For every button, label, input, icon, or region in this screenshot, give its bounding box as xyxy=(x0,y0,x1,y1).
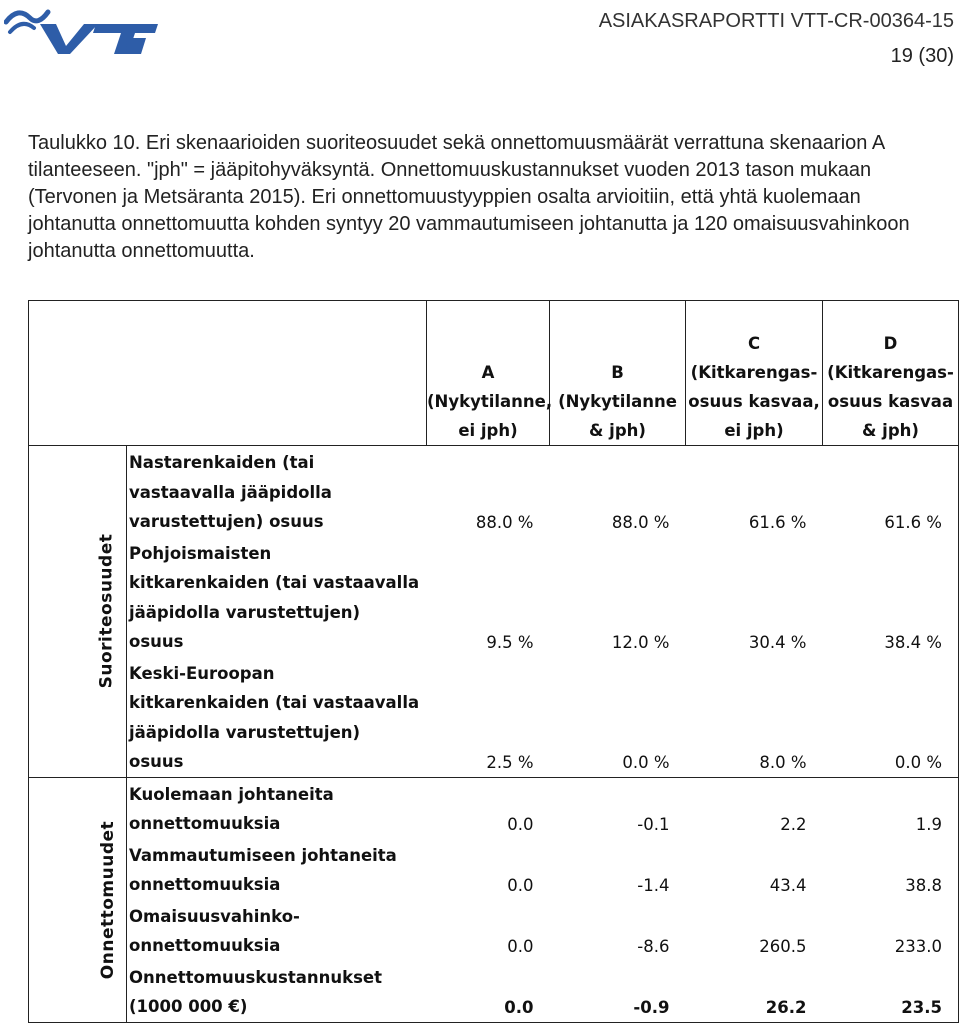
row-label-line: varustettujen) osuus xyxy=(129,512,324,531)
header-blank xyxy=(29,301,427,446)
row-label-line: kitkarenkaiden (tai vastaavalla xyxy=(129,573,420,592)
column-header-a xyxy=(427,301,553,446)
scenario-table xyxy=(28,300,959,1023)
group-label-text: Suoriteosuudet xyxy=(96,533,117,689)
row-label-line: osuus xyxy=(129,752,184,771)
column-description-line: (Kitkarengas- xyxy=(690,363,818,382)
row-label-line: jääpidolla varustettujen) xyxy=(129,602,361,622)
report-id: ASIAKASRAPORTTI VTT-CR-00364-15 xyxy=(598,10,954,32)
row-label-line: onnettomuuksia xyxy=(129,814,281,833)
column-description-line: osuus kasvaa, xyxy=(688,392,820,411)
row-label-line: Pohjoismaisten xyxy=(129,543,272,563)
column-description-line: & jph) xyxy=(862,421,919,440)
cell-value-d: 38.4 % xyxy=(884,632,942,652)
table-row xyxy=(29,446,959,537)
cell-value-a: 88.0 % xyxy=(475,512,534,532)
cell-value-a: 9.5 % xyxy=(486,632,534,652)
column-description-line: (Nykytilanne, xyxy=(427,392,553,411)
row-label-line: Vammautumiseen johtaneita xyxy=(129,845,397,865)
row-label xyxy=(127,839,427,900)
cell-value-d: 233.0 xyxy=(894,936,942,956)
cell-value-b: 12.0 % xyxy=(611,632,670,652)
cell-value-b: 0.0 % xyxy=(622,752,670,772)
row-label-line: Kuolemaan johtaneita xyxy=(129,784,334,804)
table-row xyxy=(29,900,959,961)
cell-value-d: 23.5 xyxy=(901,997,942,1017)
row-label xyxy=(127,900,427,961)
vtt-logo xyxy=(4,2,160,56)
cell-value-c: 2.2 xyxy=(780,814,807,834)
cell-value-c: 26.2 xyxy=(765,997,807,1017)
row-label-line: Onnettomuuskustannukset xyxy=(129,967,383,987)
cell-value-c: 61.6 % xyxy=(748,512,807,532)
group-label-text: Onnettomuudet xyxy=(98,820,119,979)
column-letter: D xyxy=(883,334,898,353)
row-label xyxy=(127,657,427,778)
column-header-b xyxy=(550,301,686,446)
cell-value-a: 0.0 xyxy=(504,997,534,1017)
cell-value-b: -1.4 xyxy=(637,875,670,895)
row-label xyxy=(127,961,427,1023)
cell-value-d: 1.9 xyxy=(915,814,942,834)
row-label-line: jääpidolla varustettujen) xyxy=(129,722,361,742)
cell-value-d: 38.8 xyxy=(905,875,942,895)
row-label xyxy=(127,446,427,537)
cell-value-a: 0.0 xyxy=(507,936,534,956)
cell-value-b: -0.1 xyxy=(637,814,670,834)
table-row xyxy=(29,777,959,839)
column-letter: A xyxy=(481,363,495,382)
row-label-line: (1000 000 €) xyxy=(129,997,248,1016)
page-number: 19 (30) xyxy=(890,45,954,67)
row-label-line: kitkarenkaiden (tai vastaavalla xyxy=(129,693,420,712)
table-row xyxy=(29,537,959,657)
cell-value-a: 0.0 xyxy=(507,875,534,895)
table-row xyxy=(29,657,959,778)
table-row xyxy=(29,839,959,900)
row-label xyxy=(127,777,427,839)
cell-value-c: 43.4 xyxy=(769,875,807,895)
group-label-suoriteosuudet xyxy=(29,446,127,778)
row-label-line: onnettomuuksia xyxy=(129,936,281,955)
column-description-line: (Nykytilanne xyxy=(558,392,677,411)
cell-value-c: 260.5 xyxy=(759,936,807,956)
cell-value-b: -8.6 xyxy=(637,936,670,956)
cell-value-d: 0.0 % xyxy=(894,752,942,772)
group-label-onnettomuudet xyxy=(29,777,127,1022)
row-label-line: onnettomuuksia xyxy=(129,875,281,894)
column-letter: C xyxy=(747,334,761,353)
header-row xyxy=(29,301,959,446)
row-label-line: Keski-Euroopan xyxy=(129,663,275,683)
cell-value-c: 8.0 % xyxy=(759,752,807,772)
column-description-line: ei jph) xyxy=(458,421,518,440)
row-label-line: vastaavalla jääpidolla xyxy=(129,482,332,502)
column-description-line: ei jph) xyxy=(724,421,784,440)
table-caption: Taulukko 10. Eri skenaarioiden suoriteosuudet sekä onnettomuusmäärät verrattuna skenaarion A tilanteeseen. "jph" = jääpitohyväksyntä. Onnettomuuskustannukset vuoden 2013 tason mukaan (Tervonen ja Metsäranta 2015). Eri onnettomuustyyppien osalta arvioitiin, että yhtä kuolemaan johtanutta onnettomuutta kohden syntyy 20 vammautumiseen johtanutta ja 120 omaisuusvahinkoon johtanutta onnettomuutta. xyxy=(28,132,910,262)
cell-value-c: 30.4 % xyxy=(748,632,807,652)
row-label-line: Nastarenkaiden (tai xyxy=(129,453,315,472)
column-header-d xyxy=(823,301,959,446)
cell-value-b: 88.0 % xyxy=(611,512,670,532)
row-label-line: Omaisuusvahinko- xyxy=(129,906,300,926)
cell-value-a: 2.5 % xyxy=(486,752,534,772)
column-header-c xyxy=(686,301,823,446)
table-row xyxy=(29,961,959,1023)
cell-value-b: -0.9 xyxy=(633,997,670,1017)
cell-value-a: 0.0 xyxy=(507,814,534,834)
column-description-line: (Kitkarengas- xyxy=(827,363,954,382)
column-description-line: & jph) xyxy=(589,421,646,440)
column-letter: B xyxy=(611,363,624,382)
cell-value-d: 61.6 % xyxy=(884,512,942,532)
row-label xyxy=(127,537,427,657)
row-label-line: osuus xyxy=(129,632,184,651)
column-description-line: osuus kasvaa xyxy=(827,392,954,411)
